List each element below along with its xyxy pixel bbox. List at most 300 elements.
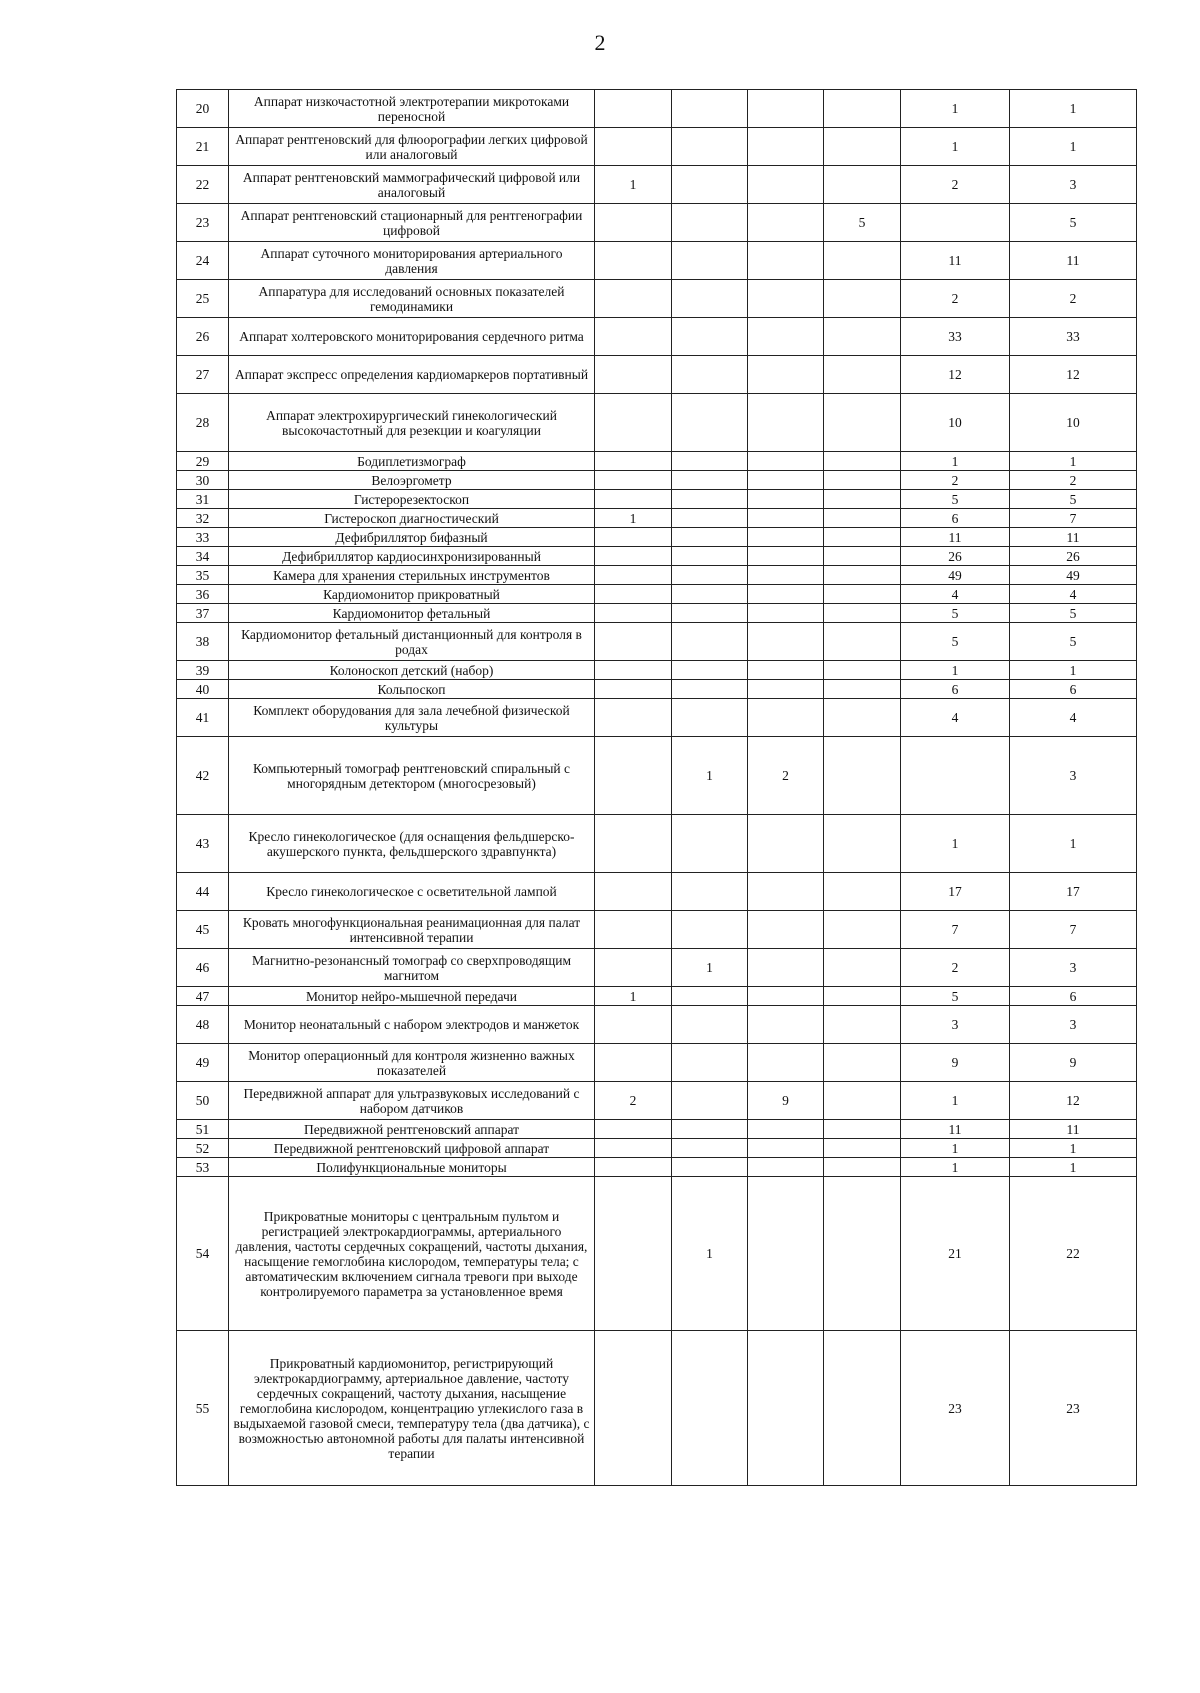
qty-col-4 <box>824 356 901 394</box>
qty-col-4 <box>824 604 901 623</box>
qty-col-2 <box>672 1331 748 1486</box>
row-number: 25 <box>177 280 229 318</box>
total-qty: 11 <box>1010 242 1137 280</box>
total-qty: 2 <box>1010 471 1137 490</box>
qty-col-3 <box>748 1139 824 1158</box>
total-qty: 7 <box>1010 911 1137 949</box>
qty-col-5: 10 <box>901 394 1010 452</box>
qty-col-2 <box>672 128 748 166</box>
table-row <box>177 471 1137 490</box>
total-qty: 5 <box>1010 204 1137 242</box>
qty-col-5: 1 <box>901 128 1010 166</box>
qty-col-4 <box>824 911 901 949</box>
qty-col-5: 12 <box>901 356 1010 394</box>
total-qty: 5 <box>1010 490 1137 509</box>
table-row <box>177 204 1137 242</box>
qty-col-5: 1 <box>901 1082 1010 1120</box>
row-number: 39 <box>177 661 229 680</box>
qty-col-5 <box>901 204 1010 242</box>
qty-col-5: 49 <box>901 566 1010 585</box>
equipment-name: Велоэргометр <box>229 471 595 490</box>
qty-col-4 <box>824 1006 901 1044</box>
qty-col-4 <box>824 699 901 737</box>
equipment-name: Аппарат экспресс определения кардиомаркеров портативный <box>229 356 595 394</box>
qty-col-4 <box>824 471 901 490</box>
qty-col-3 <box>748 873 824 911</box>
row-number: 43 <box>177 815 229 873</box>
qty-col-3 <box>748 604 824 623</box>
qty-col-3 <box>748 1006 824 1044</box>
qty-col-1 <box>595 528 672 547</box>
row-number: 51 <box>177 1120 229 1139</box>
row-number: 36 <box>177 585 229 604</box>
total-qty: 1 <box>1010 452 1137 471</box>
qty-col-4 <box>824 987 901 1006</box>
total-qty: 3 <box>1010 949 1137 987</box>
total-qty: 1 <box>1010 815 1137 873</box>
row-number: 26 <box>177 318 229 356</box>
qty-col-3 <box>748 90 824 128</box>
qty-col-5: 33 <box>901 318 1010 356</box>
qty-col-1 <box>595 1006 672 1044</box>
row-number: 49 <box>177 1044 229 1082</box>
equipment-name: Монитор нейро-мышечной передачи <box>229 987 595 1006</box>
qty-col-3 <box>748 547 824 566</box>
qty-col-5: 1 <box>901 815 1010 873</box>
equipment-name: Дефибриллятор бифазный <box>229 528 595 547</box>
qty-col-1 <box>595 471 672 490</box>
qty-col-1 <box>595 623 672 661</box>
qty-col-3 <box>748 1177 824 1331</box>
qty-col-1 <box>595 1044 672 1082</box>
qty-col-5: 5 <box>901 604 1010 623</box>
qty-col-2 <box>672 490 748 509</box>
qty-col-2 <box>672 1082 748 1120</box>
total-qty: 3 <box>1010 737 1137 815</box>
qty-col-5: 2 <box>901 949 1010 987</box>
total-qty: 1 <box>1010 128 1137 166</box>
table-row <box>177 737 1137 815</box>
total-qty: 3 <box>1010 166 1137 204</box>
equipment-name: Кольпоскоп <box>229 680 595 699</box>
qty-col-2 <box>672 1044 748 1082</box>
qty-col-3 <box>748 490 824 509</box>
equipment-name: Аппарат холтеровского мониторирования сердечного ритма <box>229 318 595 356</box>
qty-col-3 <box>748 204 824 242</box>
equipment-name: Компьютерный томограф рентгеновский спиральный с многорядным детектором (многосрезовый) <box>229 737 595 815</box>
table-row <box>177 699 1137 737</box>
table-row <box>177 280 1137 318</box>
total-qty: 9 <box>1010 1044 1137 1082</box>
table-row <box>177 661 1137 680</box>
qty-col-1 <box>595 280 672 318</box>
qty-col-1 <box>595 547 672 566</box>
qty-col-1 <box>595 1177 672 1331</box>
row-number: 44 <box>177 873 229 911</box>
qty-col-4 <box>824 1044 901 1082</box>
qty-col-4 <box>824 661 901 680</box>
qty-col-4 <box>824 1177 901 1331</box>
equipment-name: Дефибриллятор кардиосинхронизированный <box>229 547 595 566</box>
total-qty: 2 <box>1010 280 1137 318</box>
qty-col-2 <box>672 204 748 242</box>
qty-col-3 <box>748 1120 824 1139</box>
qty-col-4 <box>824 280 901 318</box>
qty-col-5: 1 <box>901 1139 1010 1158</box>
qty-col-3 <box>748 394 824 452</box>
qty-col-2 <box>672 1006 748 1044</box>
total-qty: 22 <box>1010 1177 1137 1331</box>
qty-col-3 <box>748 471 824 490</box>
qty-col-5: 21 <box>901 1177 1010 1331</box>
table-row <box>177 604 1137 623</box>
row-number: 40 <box>177 680 229 699</box>
qty-col-2 <box>672 90 748 128</box>
qty-col-2 <box>672 699 748 737</box>
qty-col-1: 2 <box>595 1082 672 1120</box>
qty-col-2 <box>672 911 748 949</box>
qty-col-4 <box>824 318 901 356</box>
qty-col-4 <box>824 815 901 873</box>
row-number: 53 <box>177 1158 229 1177</box>
qty-col-4 <box>824 90 901 128</box>
row-number: 34 <box>177 547 229 566</box>
qty-col-2 <box>672 987 748 1006</box>
row-number: 50 <box>177 1082 229 1120</box>
equipment-name: Передвижной рентгеновский аппарат <box>229 1120 595 1139</box>
row-number: 29 <box>177 452 229 471</box>
qty-col-1 <box>595 699 672 737</box>
table-row <box>177 873 1137 911</box>
total-qty: 33 <box>1010 318 1137 356</box>
row-number: 42 <box>177 737 229 815</box>
table-row <box>177 452 1137 471</box>
equipment-name: Кровать многофункциональная реанимационная для палат интенсивной терапии <box>229 911 595 949</box>
qty-col-3 <box>748 699 824 737</box>
equipment-name: Прикроватные мониторы с центральным пультом и регистрацией электрокардиограммы, артериального давления, частоты сердечных сокращений, частоты дыхания, насыщение гемоглобина кислородом, температуры тела; с автоматическим включением сигнала тревоги при выходе контролируемого параметра за установленное время <box>229 1177 595 1331</box>
qty-col-5: 1 <box>901 452 1010 471</box>
qty-col-1 <box>595 204 672 242</box>
equipment-name: Аппарат электрохирургический гинекологический высокочастотный для резекции и коагуляции <box>229 394 595 452</box>
row-number: 30 <box>177 471 229 490</box>
table-row <box>177 547 1137 566</box>
equipment-name: Колоноскоп детский (набор) <box>229 661 595 680</box>
table-row <box>177 1044 1137 1082</box>
equipment-name: Камера для хранения стерильных инструментов <box>229 566 595 585</box>
qty-col-3 <box>748 585 824 604</box>
qty-col-3 <box>748 911 824 949</box>
qty-col-3 <box>748 280 824 318</box>
qty-col-2 <box>672 680 748 699</box>
qty-col-5: 1 <box>901 90 1010 128</box>
qty-col-1: 1 <box>595 166 672 204</box>
table-row <box>177 949 1137 987</box>
qty-col-1 <box>595 1120 672 1139</box>
page-number: 2 <box>594 30 606 55</box>
table-row <box>177 528 1137 547</box>
table-row <box>177 509 1137 528</box>
table-row <box>177 128 1137 166</box>
total-qty: 6 <box>1010 987 1137 1006</box>
row-number: 23 <box>177 204 229 242</box>
qty-col-5: 5 <box>901 623 1010 661</box>
qty-col-5: 4 <box>901 585 1010 604</box>
qty-col-3 <box>748 987 824 1006</box>
total-qty: 3 <box>1010 1006 1137 1044</box>
qty-col-1 <box>595 1158 672 1177</box>
qty-col-4 <box>824 566 901 585</box>
table-row <box>177 166 1137 204</box>
table-row <box>177 1120 1137 1139</box>
qty-col-2: 1 <box>672 949 748 987</box>
qty-col-4 <box>824 623 901 661</box>
qty-col-1 <box>595 604 672 623</box>
qty-col-3: 2 <box>748 737 824 815</box>
equipment-name: Комплект оборудования для зала лечебной физической культуры <box>229 699 595 737</box>
row-number: 35 <box>177 566 229 585</box>
qty-col-4 <box>824 1158 901 1177</box>
qty-col-2 <box>672 528 748 547</box>
qty-col-3: 9 <box>748 1082 824 1120</box>
table-row <box>177 987 1137 1006</box>
qty-col-3 <box>748 949 824 987</box>
table-row <box>177 242 1137 280</box>
total-qty: 17 <box>1010 873 1137 911</box>
row-number: 55 <box>177 1331 229 1486</box>
equipment-name: Передвижной аппарат для ультразвуковых исследований с набором датчиков <box>229 1082 595 1120</box>
qty-col-5: 6 <box>901 680 1010 699</box>
qty-col-2 <box>672 623 748 661</box>
qty-col-4 <box>824 452 901 471</box>
qty-col-5: 2 <box>901 280 1010 318</box>
row-number: 45 <box>177 911 229 949</box>
row-number: 24 <box>177 242 229 280</box>
qty-col-2 <box>672 566 748 585</box>
qty-col-1 <box>595 128 672 166</box>
qty-col-5: 1 <box>901 1158 1010 1177</box>
row-number: 22 <box>177 166 229 204</box>
row-number: 47 <box>177 987 229 1006</box>
qty-col-4 <box>824 128 901 166</box>
row-number: 46 <box>177 949 229 987</box>
qty-col-1 <box>595 815 672 873</box>
equipment-name: Кардиомонитор фетальный <box>229 604 595 623</box>
qty-col-2: 1 <box>672 737 748 815</box>
equipment-name: Кардиомонитор прикроватный <box>229 585 595 604</box>
qty-col-1 <box>595 1331 672 1486</box>
total-qty: 23 <box>1010 1331 1137 1486</box>
total-qty: 11 <box>1010 1120 1137 1139</box>
table-row <box>177 815 1137 873</box>
table-row <box>177 394 1137 452</box>
table-row <box>177 585 1137 604</box>
row-number: 31 <box>177 490 229 509</box>
table-row <box>177 1006 1137 1044</box>
qty-col-5: 26 <box>901 547 1010 566</box>
qty-col-2 <box>672 509 748 528</box>
qty-col-5: 5 <box>901 987 1010 1006</box>
row-number: 37 <box>177 604 229 623</box>
qty-col-4 <box>824 394 901 452</box>
row-number: 27 <box>177 356 229 394</box>
qty-col-5: 1 <box>901 661 1010 680</box>
qty-col-2: 1 <box>672 1177 748 1331</box>
qty-col-1 <box>595 911 672 949</box>
total-qty: 5 <box>1010 623 1137 661</box>
qty-col-4 <box>824 1139 901 1158</box>
qty-col-5: 9 <box>901 1044 1010 1082</box>
qty-col-2 <box>672 1158 748 1177</box>
qty-col-1 <box>595 680 672 699</box>
equipment-name: Кардиомонитор фетальный дистанционный для контроля в родах <box>229 623 595 661</box>
qty-col-5: 11 <box>901 528 1010 547</box>
qty-col-2 <box>672 280 748 318</box>
total-qty: 4 <box>1010 585 1137 604</box>
table-row <box>177 1158 1137 1177</box>
table-row <box>177 1331 1137 1486</box>
qty-col-2 <box>672 547 748 566</box>
table-row <box>177 566 1137 585</box>
equipment-name: Аппарат низкочастотной электротерапии микротоками переносной <box>229 90 595 128</box>
table-row <box>177 1177 1137 1331</box>
equipment-name: Гистероскоп диагностический <box>229 509 595 528</box>
qty-col-1 <box>595 490 672 509</box>
equipment-name: Аппарат рентгеновский маммографический цифровой или аналоговый <box>229 166 595 204</box>
qty-col-1: 1 <box>595 509 672 528</box>
qty-col-1 <box>595 394 672 452</box>
equipment-table <box>176 89 1137 1486</box>
equipment-name: Аппаратура для исследований основных показателей гемодинамики <box>229 280 595 318</box>
table-row <box>177 356 1137 394</box>
qty-col-4 <box>824 509 901 528</box>
equipment-name: Монитор операционный для контроля жизненно важных показателей <box>229 1044 595 1082</box>
qty-col-5: 17 <box>901 873 1010 911</box>
qty-col-1: 1 <box>595 987 672 1006</box>
equipment-name: Монитор неонатальный с набором электродов и манжеток <box>229 1006 595 1044</box>
qty-col-3 <box>748 166 824 204</box>
qty-col-3 <box>748 815 824 873</box>
qty-col-1 <box>595 737 672 815</box>
qty-col-3 <box>748 1331 824 1486</box>
qty-col-3 <box>748 566 824 585</box>
qty-col-3 <box>748 509 824 528</box>
qty-col-4 <box>824 166 901 204</box>
row-number: 52 <box>177 1139 229 1158</box>
qty-col-5: 23 <box>901 1331 1010 1486</box>
qty-col-3 <box>748 1158 824 1177</box>
table-row <box>177 490 1137 509</box>
qty-col-2 <box>672 1139 748 1158</box>
equipment-name: Передвижной рентгеновский цифровой аппарат <box>229 1139 595 1158</box>
qty-col-1 <box>595 661 672 680</box>
qty-col-1 <box>595 90 672 128</box>
table-row <box>177 1139 1137 1158</box>
qty-col-5: 6 <box>901 509 1010 528</box>
qty-col-3 <box>748 623 824 661</box>
qty-col-2 <box>672 166 748 204</box>
qty-col-2 <box>672 356 748 394</box>
equipment-name: Кресло гинекологическое с осветительной лампой <box>229 873 595 911</box>
equipment-name: Гистерорезектоскоп <box>229 490 595 509</box>
qty-col-5: 11 <box>901 1120 1010 1139</box>
qty-col-2 <box>672 873 748 911</box>
row-number: 33 <box>177 528 229 547</box>
total-qty: 6 <box>1010 680 1137 699</box>
equipment-name: Прикроватный кардиомонитор, регистрирующий электрокардиограмму, артериальное давление, частоту сердечных сокращений, частоту дыхания, насыщение гемоглобина кислородом, концентрацию углекислого газа в выдыхаемой газовой смеси, температуру тела (два датчика), с возможностью автономной работы для палаты интенсивной терапии <box>229 1331 595 1486</box>
table-row <box>177 90 1137 128</box>
qty-col-3 <box>748 128 824 166</box>
equipment-name: Аппарат рентгеновский для флюорографии легких цифровой или аналоговый <box>229 128 595 166</box>
table-row <box>177 911 1137 949</box>
table-row <box>177 318 1137 356</box>
qty-col-4 <box>824 547 901 566</box>
qty-col-2 <box>672 604 748 623</box>
qty-col-3 <box>748 356 824 394</box>
total-qty: 10 <box>1010 394 1137 452</box>
qty-col-3 <box>748 680 824 699</box>
table-row <box>177 1082 1137 1120</box>
qty-col-3 <box>748 242 824 280</box>
qty-col-5: 5 <box>901 490 1010 509</box>
qty-col-2 <box>672 452 748 471</box>
qty-col-2 <box>672 585 748 604</box>
qty-col-3 <box>748 661 824 680</box>
row-number: 28 <box>177 394 229 452</box>
qty-col-1 <box>595 242 672 280</box>
table-row <box>177 680 1137 699</box>
qty-col-5: 4 <box>901 699 1010 737</box>
qty-col-4 <box>824 585 901 604</box>
qty-col-5: 2 <box>901 166 1010 204</box>
qty-col-2 <box>672 318 748 356</box>
qty-col-5: 7 <box>901 911 1010 949</box>
total-qty: 12 <box>1010 1082 1137 1120</box>
qty-col-4 <box>824 1082 901 1120</box>
row-number: 48 <box>177 1006 229 1044</box>
qty-col-1 <box>595 356 672 394</box>
equipment-name: Магнитно-резонансный томограф со сверхпроводящим магнитом <box>229 949 595 987</box>
total-qty: 5 <box>1010 604 1137 623</box>
qty-col-2 <box>672 242 748 280</box>
qty-col-2 <box>672 815 748 873</box>
total-qty: 1 <box>1010 90 1137 128</box>
total-qty: 12 <box>1010 356 1137 394</box>
qty-col-3 <box>748 528 824 547</box>
total-qty: 11 <box>1010 528 1137 547</box>
qty-col-4 <box>824 737 901 815</box>
qty-col-2 <box>672 661 748 680</box>
qty-col-3 <box>748 452 824 471</box>
qty-col-4 <box>824 528 901 547</box>
qty-col-4: 5 <box>824 204 901 242</box>
qty-col-4 <box>824 1331 901 1486</box>
qty-col-4 <box>824 680 901 699</box>
equipment-name: Бодиплетизмограф <box>229 452 595 471</box>
qty-col-1 <box>595 585 672 604</box>
total-qty: 1 <box>1010 661 1137 680</box>
qty-col-5: 3 <box>901 1006 1010 1044</box>
qty-col-1 <box>595 1139 672 1158</box>
qty-col-1 <box>595 949 672 987</box>
qty-col-2 <box>672 471 748 490</box>
qty-col-4 <box>824 873 901 911</box>
qty-col-2 <box>672 394 748 452</box>
qty-col-5: 11 <box>901 242 1010 280</box>
equipment-name: Аппарат суточного мониторирования артериального давления <box>229 242 595 280</box>
equipment-name: Кресло гинекологическое (для оснащения фельдшерско-акушерского пункта, фельдшерского здравпункта) <box>229 815 595 873</box>
equipment-name: Аппарат рентгеновский стационарный для рентгенографии цифровой <box>229 204 595 242</box>
row-number: 20 <box>177 90 229 128</box>
